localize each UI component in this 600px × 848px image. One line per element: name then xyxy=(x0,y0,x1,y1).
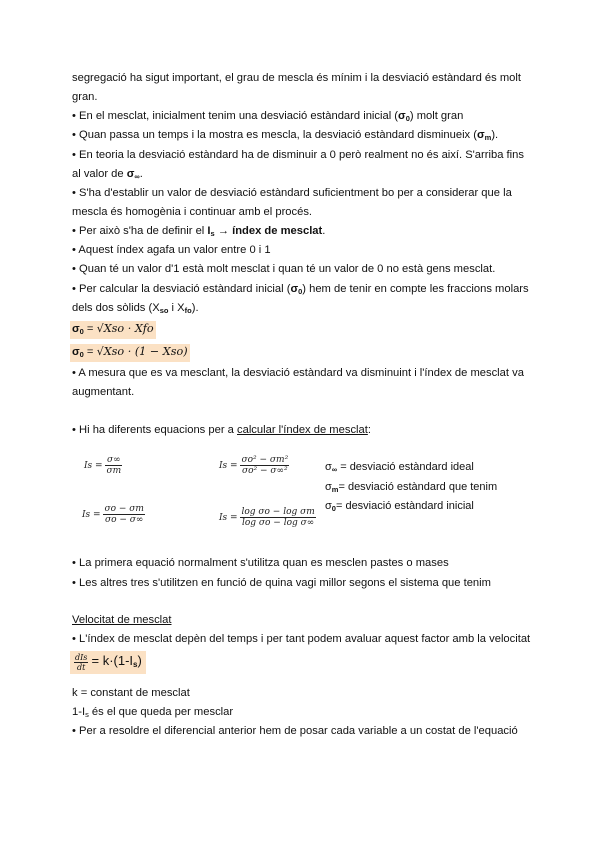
sigma-symbol: σ xyxy=(398,110,406,122)
legend-sigma-0 xyxy=(325,500,474,513)
text-fragment: • Per calcular la desviació estàndard inicial ( xyxy=(72,283,291,295)
subscript: 0 xyxy=(79,327,84,336)
equals: = xyxy=(83,323,97,335)
text-line: augmentant. xyxy=(72,386,135,398)
rate-denominator: dt xyxy=(77,663,86,672)
eq-denominator: σm xyxy=(106,466,122,476)
eq-numerator: σo² − σm² xyxy=(241,455,289,465)
legend-text: = desviació estàndard inicial xyxy=(335,500,474,512)
text-fragment: : xyxy=(367,424,371,436)
text-line: segregació ha sigut important, el grau de mescla és mínim i la desviació estàndard és molt xyxy=(72,72,521,84)
subscript: s xyxy=(85,710,89,719)
subscript: 0 xyxy=(331,504,336,513)
text-fragment: ). xyxy=(191,302,199,314)
text-fragment: • Quan passa un temps i la mostra es mescla, la desviació estàndard disminueix ( xyxy=(72,129,477,141)
sigma-symbol: σ xyxy=(477,129,485,141)
legend-sigma-inf xyxy=(325,461,474,474)
text-line: • Les altres tres s'utilitzen en funció de quina vagi millor segons el sistema que tenim xyxy=(72,577,491,589)
text-fragment: dels dos sòlids (X xyxy=(72,302,160,314)
rate-close: ) xyxy=(137,653,142,669)
sigma-symbol: σ xyxy=(72,346,80,358)
text-line: • S'ha d'establir un valor de desviació estàndard suficientment bo per a considerar que la xyxy=(72,187,512,199)
subscript: 0 xyxy=(79,350,84,359)
subscript: so xyxy=(159,306,169,315)
text-line xyxy=(72,301,199,318)
text-fragment: • Per això s'ha de definir el xyxy=(72,225,208,237)
text-line: • Quan té un valor d'1 està molt mesclat i quan té un valor de 0 no està gens mesclat. xyxy=(72,263,496,275)
text-line: • Aquest índex agafa un valor entre 0 i 1 xyxy=(72,244,271,256)
eq-denominator: log σo − log σ∞ xyxy=(241,518,315,528)
formula-sigma0-xso-xfo xyxy=(70,321,156,339)
subscript: ∞ xyxy=(134,172,140,181)
text-line xyxy=(72,705,233,722)
text-fragment: • Hi ha diferents equacions per a xyxy=(72,424,237,436)
sigma-symbol: σ xyxy=(325,461,332,473)
text-fragment: ) hem de tenir en compte les fraccions molars xyxy=(302,283,529,295)
eq-denominator: σo − σ∞ xyxy=(104,515,144,525)
arrow: → xyxy=(214,225,233,237)
bullet-decreasing-deviation xyxy=(72,128,498,145)
text-line: k = constant de mesclat xyxy=(72,687,190,699)
text-line: • A mesura que es va mesclant, la desviació estàndard va disminuint i l'índex de mesclat va xyxy=(72,367,524,379)
subscript: m xyxy=(484,133,492,142)
section-heading-velocity: Velocitat de mesclat xyxy=(72,614,172,626)
text-line: • L'índex de mesclat depèn del temps i per tant podem avaluar aquest factor amb la velocitat xyxy=(72,633,531,645)
text-line: mescla és homogènia i continuar amb el procés. xyxy=(72,206,313,218)
rate-numerator: dIs xyxy=(75,653,88,662)
text-fragment: és el que queda per mesclar xyxy=(88,706,234,718)
formula-mixing-rate xyxy=(70,651,146,674)
subscript: ∞ xyxy=(331,465,338,474)
formula-rhs: √Xso · (1 − Xso) xyxy=(96,345,188,358)
text-line: • La primera equació normalment s'utilitza quan es mesclen pastes o mases xyxy=(72,557,449,569)
eq-denominator: σo² − σ∞² xyxy=(241,466,288,476)
text-line: gran. xyxy=(72,91,98,103)
sigma-symbol: σ xyxy=(325,500,332,512)
eq-lhs: Is = xyxy=(84,461,103,471)
sigma-symbol: σ xyxy=(72,323,80,335)
formula-sigma0-xso xyxy=(70,344,190,362)
text-fragment: ). xyxy=(491,129,499,141)
equation-3 xyxy=(82,504,145,525)
underlined-term: calcular l'índex de mesclat xyxy=(237,424,368,436)
sigma-symbol: σ xyxy=(126,168,135,180)
bullet-equations-intro xyxy=(72,423,371,438)
subscript: s xyxy=(210,229,215,238)
eq-lhs: Is = xyxy=(219,513,238,523)
bullet-define-index xyxy=(72,224,325,241)
eq-numerator: σo − σm xyxy=(104,504,144,514)
text-fragment: ) molt gran xyxy=(409,110,464,122)
sigma-symbol: σ xyxy=(290,283,299,295)
eq-lhs: Is = xyxy=(219,461,238,471)
formula-rhs: √Xso · Xfo xyxy=(96,322,154,335)
equation-4 xyxy=(219,507,316,528)
subscript: fo xyxy=(184,306,192,315)
eq-numerator: σ∞ xyxy=(106,455,121,465)
text-line: • Per a resoldre el diferencial anterior hem de posar cada variable a un costat de l'equació xyxy=(72,725,518,737)
eq-lhs: Is = xyxy=(82,510,101,520)
legend-text: = desviació estàndard que tenim xyxy=(338,481,498,493)
bold-term: índex de mesclat xyxy=(232,225,323,237)
eq-numerator: log σo − log σm xyxy=(241,507,315,517)
text-fragment: al valor de xyxy=(72,168,127,180)
equals: = xyxy=(83,346,97,358)
sigma-symbol: σ xyxy=(325,481,332,493)
equation-2 xyxy=(219,455,289,476)
text-fragment: . xyxy=(322,225,326,237)
text-line xyxy=(72,167,143,184)
text-fragment: • En el mesclat, inicialment tenim una desviació estàndard inicial ( xyxy=(72,110,399,122)
index-symbol: I xyxy=(207,225,211,237)
legend-text: = desviació estàndard ideal xyxy=(337,461,474,473)
bullet-initial-deviation xyxy=(72,109,463,126)
text-line: • En teoria la desviació estàndard ha de disminuir a 0 però realment no és així. S'arriba fins xyxy=(72,149,524,161)
subscript: s xyxy=(133,660,138,670)
legend-sigma-m xyxy=(325,481,497,494)
rate-rhs: = k·(1-I xyxy=(91,653,134,669)
subscript: 0 xyxy=(405,114,410,123)
subscript: 0 xyxy=(298,287,303,296)
bullet-initial-calc xyxy=(72,282,529,299)
text-fragment: 1-I xyxy=(72,706,86,718)
text-fragment: . xyxy=(139,168,143,180)
equation-1 xyxy=(84,455,122,476)
subscript: m xyxy=(331,485,339,494)
text-fragment: i X xyxy=(168,302,185,314)
